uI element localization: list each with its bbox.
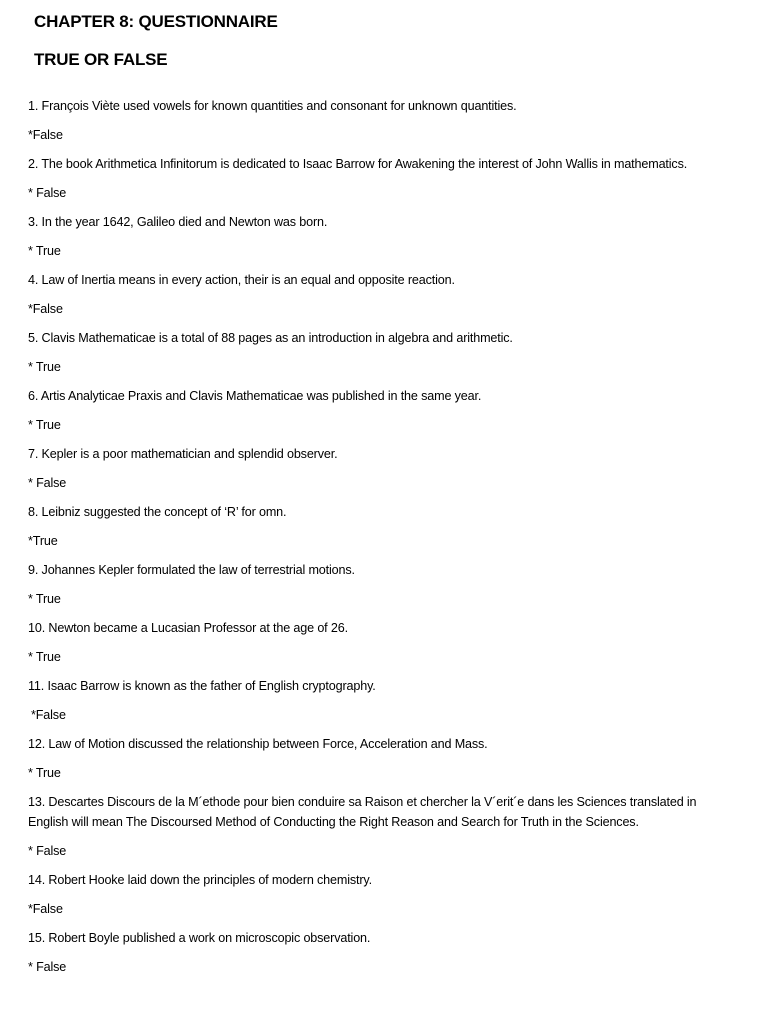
question-text: 10. Newton became a Lucasian Professor at the age of 26. <box>28 621 348 635</box>
question-text: 4. Law of Inertia means in every action, their is an equal and opposite reaction. <box>28 273 455 287</box>
answer-text: * True <box>28 650 61 664</box>
answer-text: * True <box>28 418 61 432</box>
question-text: 5. Clavis Mathematicae is a total of 88 pages as an introduction in algebra and arithmetic. <box>28 331 513 345</box>
question-text: 11. Isaac Barrow is known as the father of English cryptography. <box>28 679 376 693</box>
question-text: 13. Descartes Discours de la M´ethode pour bien conduire sa Raison et chercher la V´erit´e dans les Sciences translated in English will mean The Discoursed Method of Conducting the Right Reason and Search for Truth in the Sciences. <box>28 795 697 829</box>
answer-text: *False <box>28 128 63 142</box>
question-text: 9. Johannes Kepler formulated the law of terrestrial motions. <box>28 563 355 577</box>
answer-text: * False <box>28 960 67 974</box>
answer-text: * False <box>28 476 67 490</box>
question-text: 2. The book Arithmetica Infinitorum is dedicated to Isaac Barrow for Awakening the interest of John Wallis in mathematics. <box>28 157 688 171</box>
question-text: 3. In the year 1642, Galileo died and Newton was born. <box>28 215 328 229</box>
answer-text: * False <box>28 186 67 200</box>
chapter-title: CHAPTER 8: QUESTIONNAIRE <box>34 12 278 31</box>
question-list <box>28 96 728 986</box>
question-text: 12. Law of Motion discussed the relationship between Force, Acceleration and Mass. <box>28 737 488 751</box>
question-text: 15. Robert Boyle published a work on microscopic observation. <box>28 931 371 945</box>
answer-text: *False <box>31 708 66 722</box>
answer-text: * True <box>28 360 61 374</box>
answer-text: *True <box>28 534 58 548</box>
question-text: 14. Robert Hooke laid down the principles of modern chemistry. <box>28 873 372 887</box>
answer-text: * True <box>28 244 61 258</box>
answer-text: *False <box>28 902 63 916</box>
question-text: 6. Artis Analyticae Praxis and Clavis Mathematicae was published in the same year. <box>28 389 482 403</box>
section-title: TRUE OR FALSE <box>34 50 168 69</box>
question-text: 8. Leibniz suggested the concept of ‘R’ for omn. <box>28 505 287 519</box>
answer-text: * True <box>28 592 61 606</box>
question-text: 7. Kepler is a poor mathematician and splendid observer. <box>28 447 338 461</box>
question-text: 1. François Viète used vowels for known quantities and consonant for unknown quantities. <box>28 99 517 113</box>
answer-text: *False <box>28 302 63 316</box>
answer-text: * False <box>28 844 67 858</box>
answer-text: * True <box>28 766 61 780</box>
